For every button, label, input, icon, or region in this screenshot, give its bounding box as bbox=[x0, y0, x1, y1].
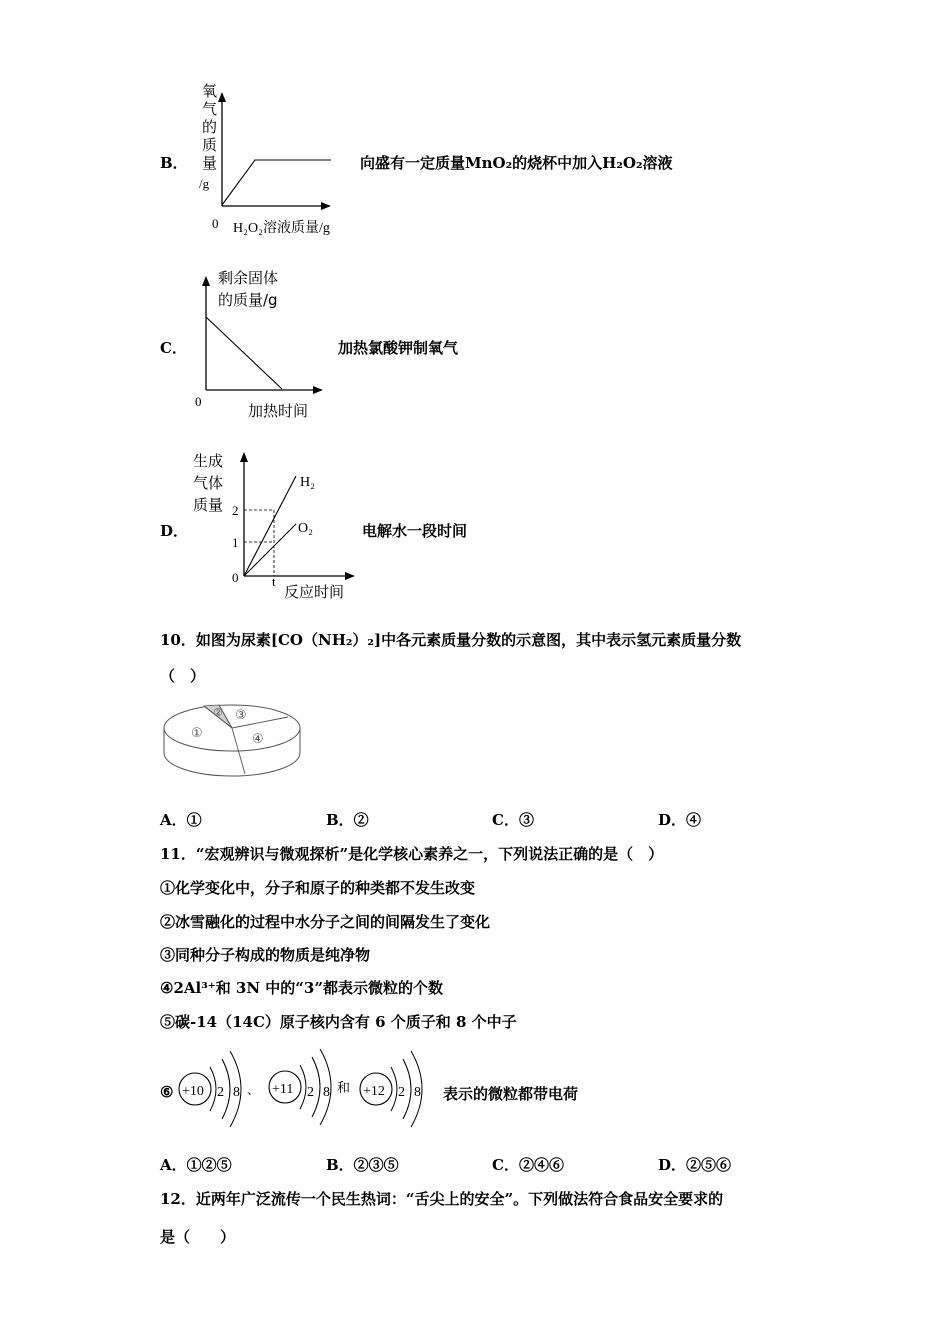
graph-d-o2-label: O₂ bbox=[298, 521, 313, 536]
graph-d-t: t bbox=[272, 574, 276, 589]
option-b-label: B． bbox=[160, 154, 188, 172]
atom-3-e2: 8 bbox=[414, 1085, 421, 1100]
graph-d-tick-2: 2 bbox=[232, 503, 239, 518]
q10-option-c[interactable]: C．③ bbox=[492, 811, 534, 829]
graph-b-ylabel-6: /g bbox=[199, 176, 210, 191]
pie-label-4: ④ bbox=[252, 732, 264, 747]
graph-b-origin: 0 bbox=[212, 216, 219, 231]
q11-option-b[interactable]: B．②③⑤ bbox=[326, 1156, 399, 1174]
q10-stem: 10．如图为尿素[CO（NH₂）₂]中各元素质量分数的示意图，其中表示氢元素质量分数 bbox=[160, 631, 742, 649]
atom-diagrams bbox=[174, 1045, 439, 1137]
graph-d-ylabel-2: 气体 bbox=[193, 474, 224, 492]
graph-d bbox=[188, 446, 363, 604]
atom-1-nucleus: +10 bbox=[182, 1084, 204, 1099]
graph-c-ylabel-2: 的质量/g bbox=[218, 291, 278, 309]
q10-option-d[interactable]: D．④ bbox=[658, 811, 702, 829]
atom-sep-2: 和 bbox=[337, 1081, 351, 1096]
q11-stem: 11．“宏观辨识与微观探析”是化学核心素养之一，下列说法正确的是（ ） bbox=[160, 845, 664, 863]
q11-item-1: ①化学变化中，分子和原子的种类都不发生改变 bbox=[160, 879, 476, 897]
atom-3-e1: 2 bbox=[398, 1085, 405, 1100]
q11-item-6-prefix: ⑥ bbox=[160, 1083, 174, 1101]
option-b-desc: 向盛有一定质量MnO₂的烧杯中加入H₂O₂溶液 bbox=[360, 154, 673, 172]
q10-option-b[interactable]: B．② bbox=[326, 811, 369, 829]
graph-c-origin: 0 bbox=[195, 394, 202, 409]
q11-option-c[interactable]: C．②④⑥ bbox=[492, 1156, 564, 1174]
graph-c-ylabel-1: 剩余固体 bbox=[218, 269, 279, 287]
graph-d-origin: 0 bbox=[232, 570, 239, 585]
pie-label-1: ① bbox=[191, 726, 203, 741]
graph-d-xlabel: 反应时间 bbox=[284, 583, 345, 601]
graph-b-ylabel-5: 量 bbox=[202, 154, 218, 172]
q12-stem: 12．近两年广泛流传一个民生热词：“舌尖上的安全”。下列做法符合食品安全要求的 bbox=[160, 1190, 724, 1208]
pie-label-3: ③ bbox=[235, 708, 247, 723]
graph-d-ylabel-3: 质量 bbox=[193, 496, 224, 514]
q10-option-a[interactable]: A．① bbox=[160, 811, 202, 829]
q11-option-a[interactable]: A．①②⑤ bbox=[160, 1156, 232, 1174]
option-d-desc: 电解水一段时间 bbox=[362, 522, 468, 540]
atom-diagram-2 bbox=[269, 1049, 331, 1125]
option-c-label: C． bbox=[160, 339, 187, 357]
atom-1-e1: 2 bbox=[217, 1085, 224, 1100]
q11-item-2: ②冰雪融化的过程中水分子之间的间隔发生了变化 bbox=[160, 913, 491, 931]
q12-stem-2: 是（ ） bbox=[160, 1228, 236, 1246]
atom-2-e1: 2 bbox=[307, 1085, 314, 1100]
q11-item-3: ③同种分子构成的物质是纯净物 bbox=[160, 946, 371, 964]
graph-b-ylabel-4: 质 bbox=[202, 136, 218, 154]
graph-d-tick-1: 1 bbox=[232, 535, 239, 550]
graph-b bbox=[185, 78, 355, 240]
atom-1-e2: 8 bbox=[233, 1085, 240, 1100]
graph-b-ylabel-3: 的 bbox=[202, 118, 218, 136]
q11-option-d[interactable]: D．②⑤⑥ bbox=[658, 1156, 732, 1174]
pie-label-2: ② bbox=[213, 706, 223, 719]
option-c-desc: 加热氯酸钾制氧气 bbox=[338, 339, 459, 357]
atom-2-nucleus: +11 bbox=[272, 1082, 294, 1097]
q11-item-5: ⑤碳-14（14C）原子核内含有 6 个质子和 8 个中子 bbox=[160, 1013, 517, 1031]
atom-sep-1: 、 bbox=[247, 1083, 260, 1097]
option-d-label: D． bbox=[160, 522, 189, 540]
graph-c-xlabel: 加热时间 bbox=[248, 402, 309, 420]
atom-diagram-3 bbox=[360, 1051, 422, 1127]
graph-b-xlabel: H₂O₂溶液质量/g bbox=[233, 221, 330, 236]
graph-c bbox=[190, 262, 330, 422]
atom-diagram-1 bbox=[179, 1051, 241, 1127]
q11-item-6-suffix: 表示的微粒都带电荷 bbox=[443, 1085, 579, 1103]
graph-d-h2-label: H₂ bbox=[300, 475, 315, 490]
graph-b-ylabel-2: 气 bbox=[202, 100, 218, 118]
q11-item-4: ④2Al³⁺和 3N 中的“3”都表示微粒的个数 bbox=[160, 979, 443, 997]
graph-b-ylabel-1: 氧 bbox=[202, 82, 218, 100]
atom-3-nucleus: +12 bbox=[363, 1084, 385, 1099]
graph-d-ylabel-1: 生成 bbox=[193, 452, 224, 470]
q10-paren: （ ） bbox=[160, 667, 206, 685]
atom-2-e2: 8 bbox=[323, 1085, 330, 1100]
pie-chart bbox=[160, 695, 305, 785]
